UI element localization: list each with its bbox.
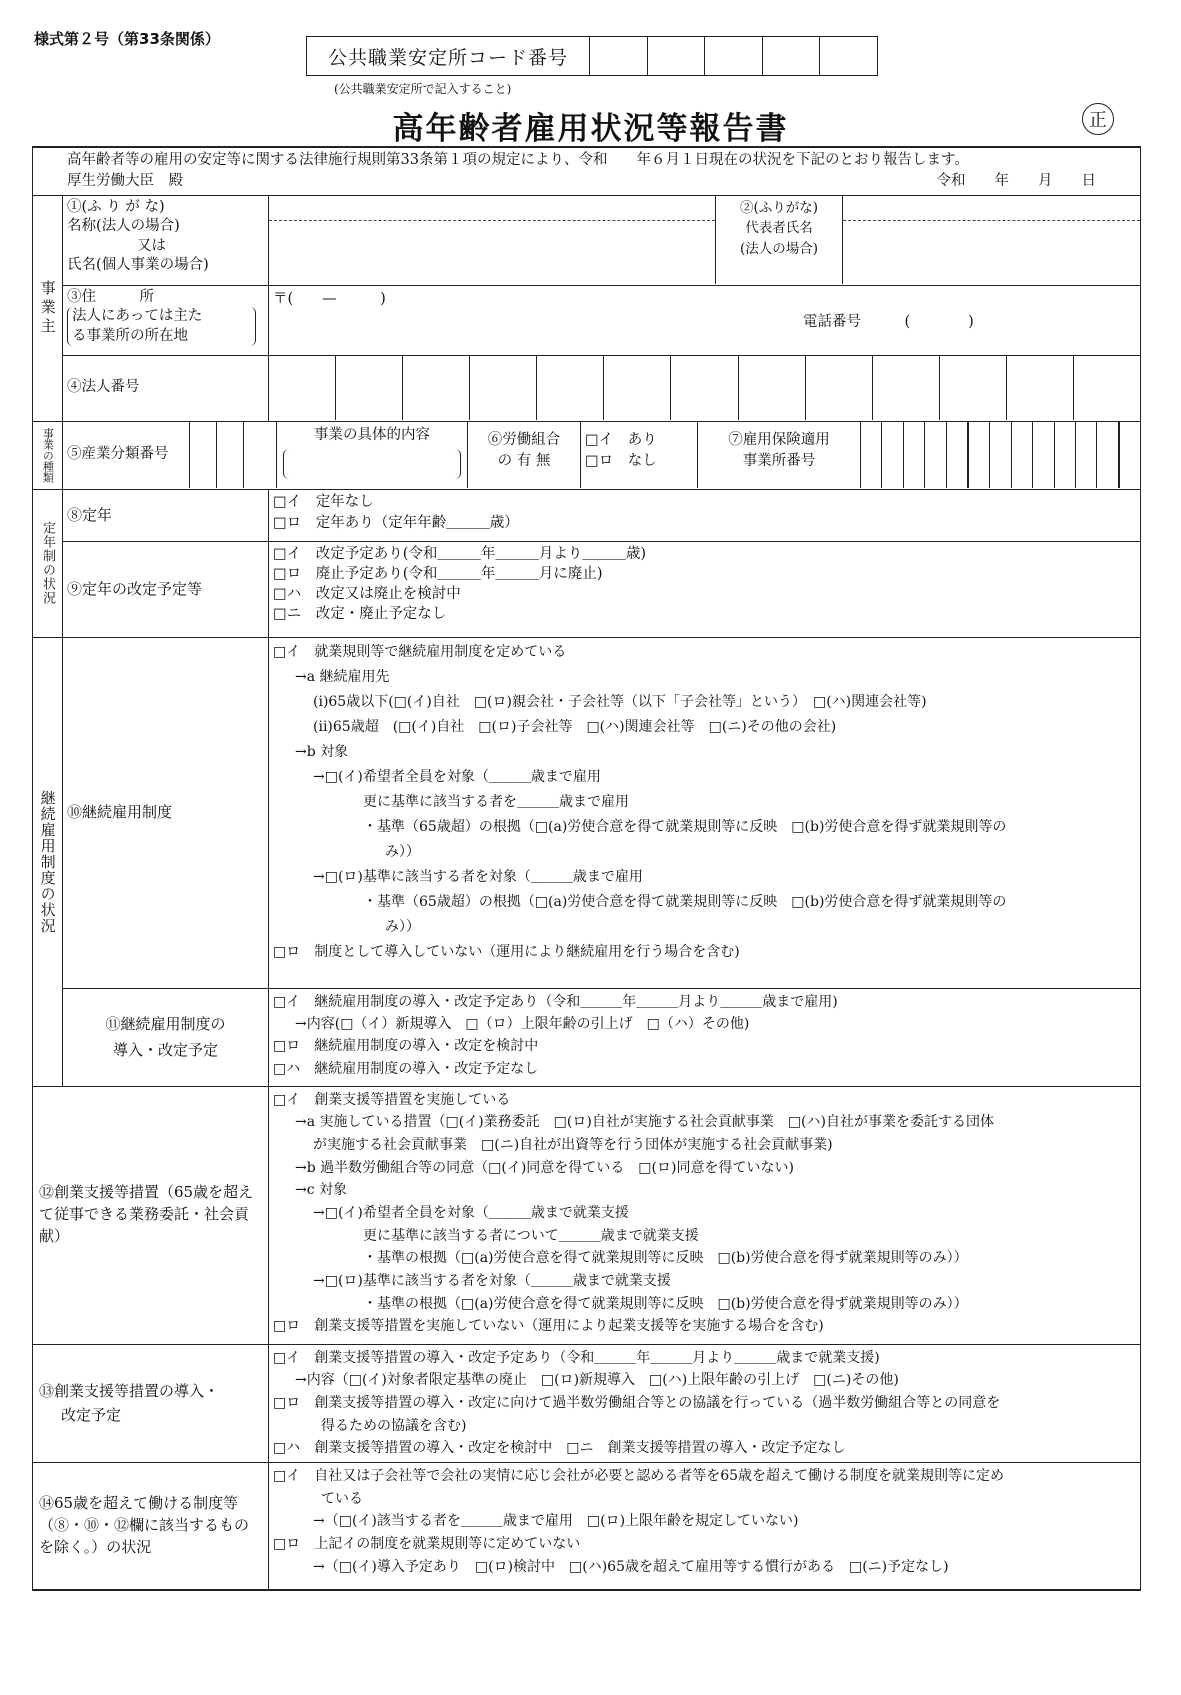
continued-plan-line[interactable]: □ロ 継続雇用制度の導入・改定を検討中 bbox=[273, 1038, 539, 1055]
continued-plan-line[interactable]: □ハ 継続雇用制度の導入・改定予定なし bbox=[273, 1060, 539, 1077]
name-value-cell[interactable] bbox=[269, 195, 1141, 285]
continued-line: →b 対象 bbox=[295, 743, 349, 760]
retirement-age-label: ⑧定年 bbox=[63, 489, 269, 541]
continued-line: み）） bbox=[385, 919, 420, 936]
corp-number-digit[interactable] bbox=[336, 356, 403, 420]
corp-number-digit[interactable] bbox=[739, 356, 806, 420]
address-value-cell[interactable] bbox=[269, 285, 1141, 355]
intro-text: 高年齢者等の雇用の安定等に関する法律施行規則第33条第１項の規定により、令和 年６月１日現在の状況を下記のとおり報告します。 bbox=[67, 152, 969, 168]
business-section-label: 事業の種類 bbox=[33, 421, 63, 489]
continued-plan-label-cell bbox=[63, 988, 269, 1086]
continued-section-label: 継続雇用制度の状況 bbox=[33, 637, 63, 1086]
union-yes-checkbox[interactable]: □イ あり bbox=[585, 431, 657, 448]
official-mark: 正 bbox=[1082, 103, 1114, 135]
continued-plan-line[interactable]: □イ 継続雇用制度の導入・改定予定あり（令和＿＿＿年＿＿＿月より＿＿＿歳まで雇用) bbox=[273, 993, 838, 1010]
union-label-1: ⑥労働組合 bbox=[487, 431, 561, 448]
startup-plan-label-2: 改定予定 bbox=[61, 1406, 122, 1425]
corp-number-digit[interactable] bbox=[269, 356, 336, 420]
address-label: ③住 所 bbox=[67, 288, 154, 305]
addressee: 厚生労働大臣 殿 bbox=[67, 173, 183, 190]
continued-plan-options bbox=[269, 988, 1141, 1086]
continued-plan-label-2: 導入・改定予定 bbox=[112, 1041, 218, 1059]
startup-line[interactable]: →□(ロ)基準に該当する者を対象（＿＿＿歳まで就業支援 bbox=[313, 1272, 671, 1289]
office-code-cell[interactable] bbox=[820, 37, 877, 75]
startup-line[interactable]: 更に基準に該当する者について＿＿＿歳まで就業支援 bbox=[363, 1227, 699, 1244]
corp-number-digit[interactable] bbox=[671, 356, 738, 420]
continued-line[interactable]: (ⅱ)65歳超 (□(イ)自社 □(ロ)子会社等 □(ハ)関連会社等 □(ニ)その他の会社) bbox=[313, 718, 837, 735]
insurance-label-1: ⑦雇用保険適用 bbox=[728, 431, 830, 448]
office-code-box bbox=[306, 36, 878, 76]
over65-line[interactable]: →（□(イ)導入予定あり □(ロ)検討中 □(ハ)65歳を超えて雇用等する慣行がある □(ニ)予定なし) bbox=[313, 1558, 949, 1575]
report-form bbox=[32, 146, 1141, 1591]
name-label-cell bbox=[63, 195, 269, 285]
startup-label: ⑫創業支援等措置（65歳を超えて従事できる業務委託・社会貢献） bbox=[33, 1086, 269, 1344]
business-content-label: 事業の具体的内容 bbox=[314, 426, 430, 443]
address-note-1: 法人にあっては主た bbox=[72, 308, 203, 325]
postal-code-field[interactable]: 〒( — ) bbox=[273, 290, 386, 307]
business-content-cell[interactable] bbox=[277, 422, 468, 488]
startup-plan-label-1: ⑬創業支援等措置の導入・ bbox=[39, 1382, 220, 1401]
corp-number-digit[interactable] bbox=[873, 356, 940, 420]
startup-line[interactable]: →b 過半数労働組合等の同意（□(イ)同意を得ている □(ロ)同意を得ていない) bbox=[295, 1159, 794, 1176]
continued-plan-label-1: ⑪継続雇用制度の bbox=[105, 1014, 226, 1033]
startup-plan-label-cell bbox=[33, 1344, 269, 1462]
business-row bbox=[63, 421, 1141, 489]
corp-number-digit[interactable] bbox=[806, 356, 873, 420]
startup-line[interactable]: □イ 創業支援等措置を実施している bbox=[273, 1091, 511, 1108]
office-code-cell[interactable] bbox=[648, 37, 706, 75]
name-or-label: 又は bbox=[137, 237, 166, 254]
startup-line[interactable]: ・基準の根拠（□(a)労使合意を得て就業規則等に反映 □(b)労使合意を得ず就業規則等のみ）） bbox=[363, 1250, 968, 1267]
over65-options bbox=[269, 1462, 1141, 1590]
insurance-number-cells[interactable] bbox=[861, 422, 1140, 488]
continued-line[interactable]: ・基準（65歳超）の根拠（□(a)労使合意を得て就業規則等に反映 □(b)労使合意を得ず就業規則等の bbox=[363, 818, 1007, 835]
over65-line[interactable]: □イ 自社又は子会社等で会社の実情に応じ会社が必要と認める者等を65歳を超えて働ける制度を就業規則等に定め bbox=[273, 1467, 1005, 1484]
page-title: 高年齢者雇用状況等報告書 bbox=[392, 111, 789, 147]
corp-number-digit[interactable] bbox=[940, 356, 1007, 420]
startup-line[interactable]: →a 実施している措置（□(イ)業務委託 □(ロ)自社が実施する社会貢献事業 □(ハ)自社が事業を委託する団体 bbox=[295, 1114, 994, 1131]
revision-planned-checkbox[interactable]: □イ 改定予定あり(令和＿＿＿年＿＿＿月より＿＿＿歳) bbox=[273, 545, 647, 562]
startup-plan-line: 得るための協議を含む) bbox=[321, 1417, 467, 1434]
union-label-2: の 有 無 bbox=[497, 453, 551, 470]
continued-line[interactable]: →□(ロ)基準に該当する者を対象（＿＿＿歳まで雇用 bbox=[313, 868, 643, 885]
phone-field[interactable]: 電話番号 ( ) bbox=[803, 313, 974, 330]
continued-line[interactable]: □イ 就業規則等で継続雇用制度を定めている bbox=[273, 643, 567, 660]
rep-name-input[interactable] bbox=[843, 196, 1140, 284]
report-date[interactable]: 令和 年 月 日 bbox=[936, 173, 1097, 190]
insurance-label-2: 事業所番号 bbox=[742, 453, 816, 470]
union-no-checkbox[interactable]: □ロ なし bbox=[585, 453, 657, 470]
startup-plan-line[interactable]: □イ 創業支援等措置の導入・改定予定あり（令和＿＿＿年＿＿＿月より＿＿＿歳まで就業支援) bbox=[273, 1349, 880, 1366]
startup-plan-options bbox=[269, 1344, 1141, 1462]
startup-line[interactable]: □ロ 創業支援等措置を実施していない（運用により起業支援等を実施する場合を含む) bbox=[273, 1318, 824, 1335]
startup-plan-line[interactable]: □ロ 創業支援等措置の導入・改定に向けて過半数労働組合等との協議を行っている（過半数労働組合等との同意を bbox=[273, 1394, 1001, 1411]
continued-system-options bbox=[269, 637, 1141, 988]
continued-system-label: ⑩継続雇用制度 bbox=[63, 637, 269, 988]
startup-options bbox=[269, 1086, 1141, 1344]
name-furigana-label: ①(ふ り が な) bbox=[67, 198, 165, 215]
name-input[interactable] bbox=[269, 196, 716, 284]
corp-number-digit[interactable] bbox=[1074, 356, 1140, 420]
office-code-cell[interactable] bbox=[705, 37, 763, 75]
address-label-cell bbox=[63, 285, 269, 355]
startup-plan-line[interactable]: □ハ 創業支援等措置の導入・改定を検討中 □ニ 創業支援等措置の導入・改定予定なし bbox=[273, 1440, 846, 1457]
corp-number-digit[interactable] bbox=[537, 356, 604, 420]
intro-block bbox=[33, 147, 1141, 195]
corp-number-label: ④法人番号 bbox=[63, 355, 269, 421]
name-corp-label: 名称(法人の場合) bbox=[67, 218, 180, 235]
corp-number-digit[interactable] bbox=[470, 356, 537, 420]
over65-line[interactable]: □ロ 上記イの制度を就業規則等に定めていない bbox=[273, 1535, 581, 1552]
office-code-cell[interactable] bbox=[590, 37, 648, 75]
abolish-planned-checkbox[interactable]: □ロ 廃止予定あり(令和＿＿＿年＿＿＿月に廃止) bbox=[273, 565, 603, 582]
office-code-note: (公共職業安定所で記入すること) bbox=[334, 82, 512, 96]
over65-label: ⑭65歳を超えて働ける制度等（⑧・⑩・⑫欄に該当するものを除く。）の状況 bbox=[33, 1462, 269, 1590]
industry-code-digit[interactable] bbox=[244, 422, 277, 488]
retirement-section-label: 定年制の状況 bbox=[33, 489, 63, 637]
continued-line[interactable]: (ⅰ)65歳以下(□(イ)自社 □(ロ)親会社・子会社等（以下「子会社等」という） □(ハ)関連会社等) bbox=[313, 693, 927, 710]
no-revision-checkbox[interactable]: □ニ 改定・廃止予定なし bbox=[273, 606, 447, 623]
employer-section-label: 事業主 bbox=[33, 195, 63, 421]
continued-line[interactable]: 更に基準に該当する者を＿＿＿歳まで雇用 bbox=[363, 793, 629, 810]
continued-line: み）） bbox=[385, 843, 420, 860]
address-note-2: る事業所の所在地 bbox=[72, 327, 188, 344]
union-options bbox=[581, 422, 698, 488]
startup-line[interactable]: が実施する社会貢献事業 □(ニ)自社が出資等を行う団体が実施する社会貢献事業) bbox=[313, 1136, 833, 1153]
corp-number-digit[interactable] bbox=[1007, 356, 1074, 420]
name-individual-label: 氏名(個人事業の場合) bbox=[67, 257, 209, 274]
startup-line: →c 対象 bbox=[295, 1182, 348, 1199]
continued-line[interactable]: ・基準（65歳超）の根拠（□(a)労使合意を得て就業規則等に反映 □(b)労使合意を得ず就業規則等の bbox=[363, 893, 1007, 910]
rep-corp-label: (法人の場合) bbox=[739, 241, 819, 258]
retirement-age-options bbox=[269, 489, 1141, 541]
retirement-revision-options bbox=[269, 541, 1141, 637]
corp-number-digit[interactable] bbox=[403, 356, 470, 420]
over65-line: ている bbox=[321, 1490, 363, 1507]
rep-furigana-label: ②(ふりがな) bbox=[739, 199, 819, 216]
continued-line[interactable]: □ロ 制度として導入していない（運用により継続雇用を行う場合を含む) bbox=[273, 944, 740, 961]
corp-number-cells[interactable] bbox=[269, 355, 1141, 421]
continued-line: →a 継続雇用先 bbox=[295, 668, 390, 685]
revision-considering-checkbox[interactable]: □ハ 改定又は廃止を検討中 bbox=[273, 586, 461, 603]
no-retirement-checkbox[interactable]: □イ 定年なし bbox=[273, 493, 374, 510]
startup-line[interactable]: →□(イ)希望者全員を対象（＿＿＿歳まで就業支援 bbox=[313, 1204, 629, 1221]
office-code-label: 公共職業安定所コード番号 bbox=[307, 37, 590, 75]
over65-line[interactable]: →（□(イ)該当する者を＿＿＿歳まで雇用 □(ロ)上限年齢を規定していない) bbox=[313, 1513, 799, 1530]
rep-label-cell bbox=[716, 196, 843, 284]
startup-plan-line[interactable]: →内容（□(イ)対象者限定基準の廃止 □(ロ)新規導入 □(ハ)上限年齢の引上げ □(ニ)その他) bbox=[295, 1372, 899, 1389]
office-code-cell[interactable] bbox=[763, 37, 821, 75]
continued-line[interactable]: →□(イ)希望者全員を対象（＿＿＿歳まで雇用 bbox=[313, 768, 601, 785]
retirement-age-checkbox[interactable]: □ロ 定年あり（定年年齢＿＿＿歳） bbox=[273, 515, 519, 532]
retirement-revision-label: ⑨定年の改定予定等 bbox=[63, 541, 269, 637]
union-label-cell bbox=[468, 422, 581, 488]
continued-plan-line[interactable]: →内容(□（イ）新規導入 □（ロ）上限年齢の引上げ □（ハ）その他) bbox=[295, 1015, 750, 1032]
insurance-label-cell bbox=[698, 422, 861, 488]
industry-code-label: ⑤産業分類番号 bbox=[63, 422, 190, 488]
corp-number-digit[interactable] bbox=[604, 356, 671, 420]
startup-line[interactable]: ・基準の根拠（□(a)労使合意を得て就業規則等に反映 □(b)労使合意を得ず就業規則等のみ）） bbox=[363, 1295, 968, 1312]
industry-code-digit[interactable] bbox=[190, 422, 217, 488]
industry-code-digit[interactable] bbox=[217, 422, 244, 488]
rep-name-label: 代表者氏名 bbox=[745, 220, 813, 237]
form-number: 様式第２号（第33条関係） bbox=[34, 30, 220, 48]
